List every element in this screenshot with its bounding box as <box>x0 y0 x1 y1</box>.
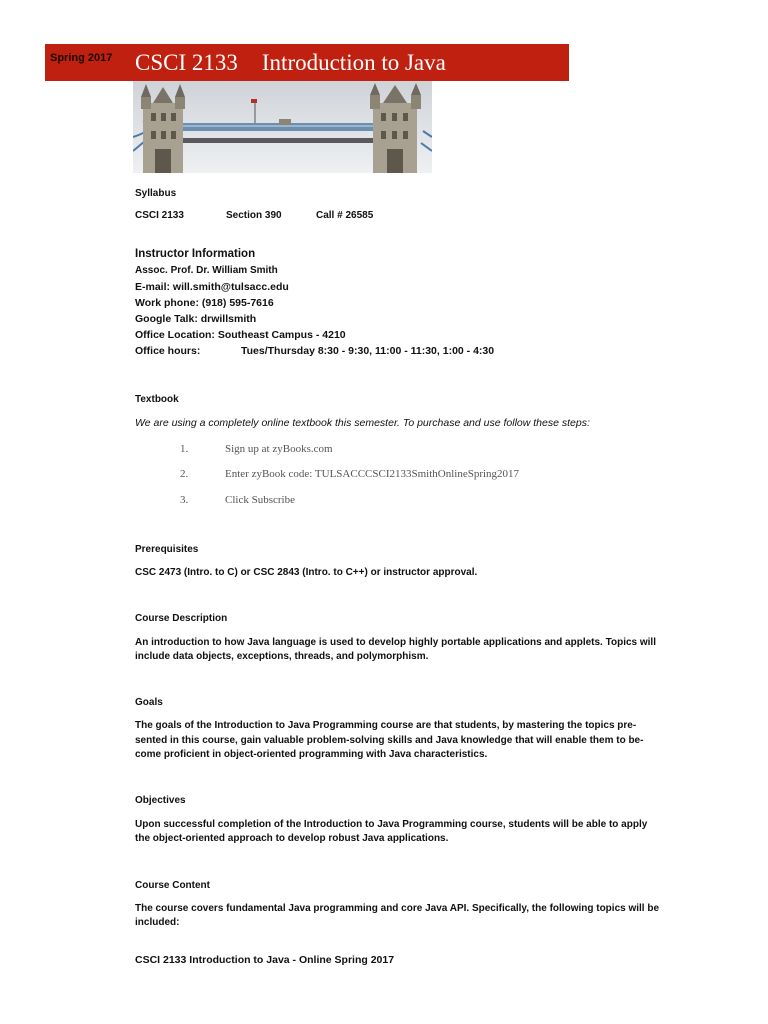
instructor-email: E-mail: will.smith@tulsacc.edu <box>135 281 289 293</box>
call-number-text: Call # 26585 <box>316 210 374 221</box>
content-heading: Course Content <box>135 880 210 891</box>
description-line: An introduction to how Java language is used to develop highly portable applications and applets. Topics will <box>135 637 656 648</box>
syllabus-heading: Syllabus <box>135 188 177 199</box>
goals-line: The goals of the Introduction to Java Programming course are that students, by mastering the topics pre- <box>135 720 637 731</box>
step-text: Click Subscribe <box>225 494 295 506</box>
step-number: 3. <box>180 494 189 506</box>
objectives-heading: Objectives <box>135 795 186 806</box>
instructor-phone: Work phone: (918) 595-7616 <box>135 297 274 309</box>
prerequisites-heading: Prerequisites <box>135 544 199 555</box>
instructor-heading: Instructor Information <box>135 248 256 260</box>
description-heading: Course Description <box>135 613 228 624</box>
prerequisites-text: CSC 2473 (Intro. to C) or CSC 2843 (Intro. to C++) or instructor approval. <box>135 567 478 578</box>
textbook-heading: Textbook <box>135 394 179 405</box>
instructor-google: Google Talk: drwillsmith <box>135 313 257 325</box>
textbook-step <box>180 494 600 510</box>
course-code: CSCI 2133 <box>135 50 238 75</box>
term-label: Spring 2017 <box>50 52 113 64</box>
content-line: included: <box>135 917 180 928</box>
instructor-office: Office Location: Southeast Campus - 4210 <box>135 329 346 341</box>
section-text: Section 390 <box>226 210 282 221</box>
office-hours-value: Tues/Thursday 8:30 - 9:30, 11:00 - 11:30, 1:00 - 4:30 <box>241 345 495 357</box>
goals-line: sented in this course, gain valuable problem-solving skills and Java knowledge that will enable them to be- <box>135 735 644 746</box>
step-number: 1. <box>180 443 189 455</box>
header-banner <box>45 44 569 81</box>
step-number: 2. <box>180 468 189 480</box>
objectives-line: the object-oriented approach to develop robust Java applications. <box>135 833 449 844</box>
course-title: Introduction to Java <box>261 50 446 75</box>
footer-text: CSCI 2133 Introduction to Java - Online Spring 2017 <box>135 954 395 966</box>
tower-bridge-photo <box>133 81 432 173</box>
textbook-intro: We are using a completely online textbook this semester. To purchase and use follow these steps: <box>135 417 590 429</box>
instructor-name: Assoc. Prof. Dr. William Smith <box>135 265 278 276</box>
textbook-step <box>180 443 600 459</box>
page-title <box>135 50 470 76</box>
objectives-line: Upon successful completion of the Introduction to Java Programming course, students will be able to apply <box>135 819 648 830</box>
goals-heading: Goals <box>135 697 163 708</box>
description-line: include data objects, exceptions, threads, and polymorphism. <box>135 651 429 662</box>
content-line: The course covers fundamental Java programming and core Java API. Specifically, the following topics will be <box>135 903 660 914</box>
step-text: Sign up at zyBooks.com <box>225 443 333 455</box>
step-text: Enter zyBook code: TULSACCCSCI2133SmithOnlineSpring2017 <box>225 468 520 480</box>
office-hours-label: Office hours: <box>135 345 201 357</box>
course-code-text: CSCI 2133 <box>135 210 184 221</box>
textbook-step <box>180 468 600 484</box>
goals-line: come proficient in object-oriented programming with Java characteristics. <box>135 749 488 760</box>
